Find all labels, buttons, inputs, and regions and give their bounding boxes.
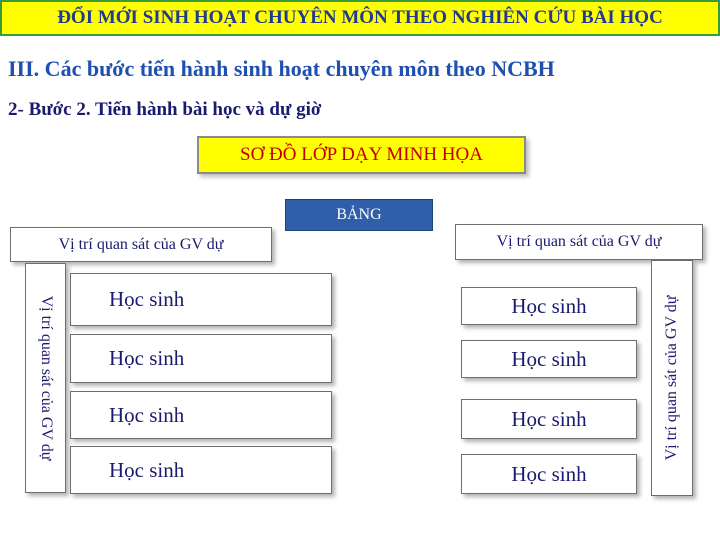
section-heading: III. Các bước tiến hành sinh hoạt chuyên môn theo NCBH xyxy=(8,56,555,81)
student-label: Học sinh xyxy=(109,457,185,482)
observer-right-side-label: Vị trí quan sát của GV dự xyxy=(663,295,680,461)
observer-right-top-box xyxy=(455,224,703,260)
student-right-1 xyxy=(461,287,637,325)
student-right-4 xyxy=(461,454,637,494)
observer-left-side-box xyxy=(25,263,66,493)
board-label: BẢNG xyxy=(336,206,382,223)
student-left-2 xyxy=(70,334,332,383)
step-heading: 2- Bước 2. Tiến hành bài học và dự giờ xyxy=(8,99,322,120)
student-label: Học sinh xyxy=(109,346,185,370)
student-left-1 xyxy=(70,273,332,326)
observer-right-top-label: Vị trí quan sát của GV dự xyxy=(496,233,662,250)
student-left-3 xyxy=(70,391,332,439)
observer-right-side-box xyxy=(651,260,693,496)
student-label: Học sinh xyxy=(511,293,587,318)
student-label: Học sinh xyxy=(109,287,185,311)
observer-left-side-label: Vị trí quan sát của GV dự xyxy=(37,295,55,461)
student-right-2 xyxy=(461,340,637,378)
student-right-3 xyxy=(461,399,637,439)
observer-left-top-label: Vị trí quan sát của GV dự xyxy=(58,235,224,253)
header-title: ĐỔI MỚI SINH HOẠT CHUYÊN MÔN THEO NGHIÊN CỨU BÀI HỌC xyxy=(57,7,663,28)
student-left-4 xyxy=(70,446,332,494)
slide-header xyxy=(0,0,720,36)
student-label: Học sinh xyxy=(109,402,185,427)
observer-left-top-box xyxy=(10,227,272,262)
board-box xyxy=(285,199,433,231)
student-label: Học sinh xyxy=(511,346,587,371)
student-label: Học sinh xyxy=(511,406,587,431)
diagram-title: SƠ ĐỒ LỚP DẠY MINH HỌA xyxy=(240,144,483,165)
diagram-title-box xyxy=(197,136,526,174)
student-label: Học sinh xyxy=(511,461,587,486)
